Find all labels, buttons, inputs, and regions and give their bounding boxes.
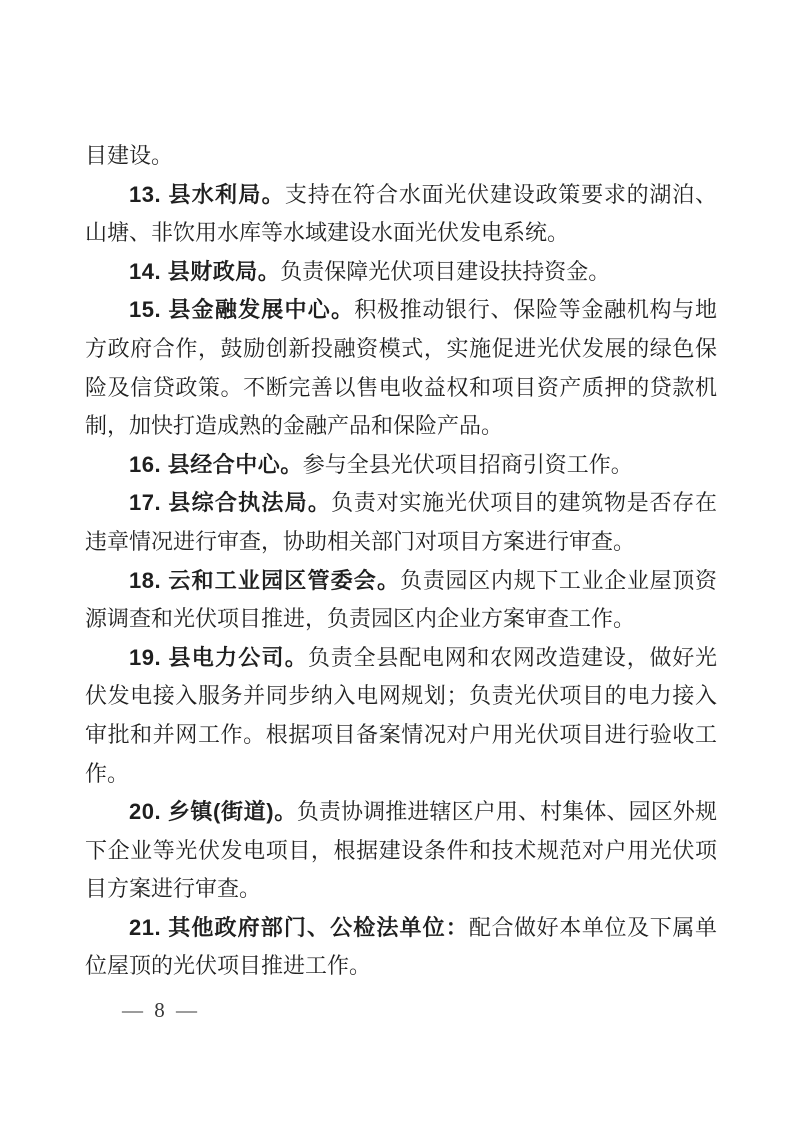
item-14-body: 负责保障光伏项目建设扶持资金。 [280, 258, 611, 284]
item-17-header: 17. 县综合执法局。 [129, 490, 332, 516]
item-18-body: 负责园区内规下工业企业屋顶资源调查和光伏项目推进，负责园区内企业方案审查工作。 [85, 567, 717, 632]
item-14-header: 14. 县财政局。 [129, 258, 281, 284]
item-20-body: 负责协调推进辖区户用、村集体、园区外规下企业等光伏发电项目，根据建设条件和技术规范对户用光伏项目方案进行审查。 [85, 799, 717, 902]
paragraph-item-19 [85, 639, 717, 793]
item-16-header: 16. 县经合中心。 [129, 451, 303, 477]
paragraph-item-20 [85, 793, 717, 909]
paragraph-item-17 [85, 484, 717, 561]
paragraph-item-13 [85, 176, 717, 253]
paragraph-continuation [85, 137, 717, 176]
continuation-text: 目建设。 [85, 143, 174, 168]
item-15-body: 积极推动银行、保险等金融机构与地方政府合作，鼓励创新投融资模式，实施促进光伏发展的绿色保险及信贷政策。不断完善以售电收益权和项目资产质押的贷款机制，加快打造成熟的金融产品和保险产品。 [85, 297, 717, 439]
item-13-body: 支持在符合水面光伏建设政策要求的湖泊、山塘、非饮用水库等水域建设水面光伏发电系统。 [85, 181, 717, 246]
item-19-body: 负责全县配电网和农网改造建设，做好光伏发电接入服务并同步纳入电网规划；负责光伏项目的电力接入审批和并网工作。根据项目备案情况对户用光伏项目进行验收工作。 [85, 644, 717, 786]
item-17-body: 负责对实施光伏项目的建筑物是否存在违章情况进行审查，协助相关部门对项目方案进行审查。 [85, 490, 717, 554]
paragraph-item-18 [85, 562, 717, 639]
paragraph-item-21 [85, 909, 717, 986]
paragraph-item-16 [85, 446, 717, 485]
item-16-body: 参与全县光伏项目招商引资工作。 [302, 451, 633, 477]
item-15-header: 15. 县金融发展中心。 [129, 297, 355, 323]
item-18-header: 18. 云和工业园区管委会。 [129, 567, 401, 593]
item-19-header: 19. 县电力公司。 [129, 644, 309, 670]
item-21-header: 21. 其他政府部门、公检法单位： [129, 914, 469, 940]
paragraph-item-15 [85, 291, 717, 445]
document-body [85, 137, 717, 986]
item-20-header: 20. 乡镇(街道)。 [129, 799, 297, 825]
paragraph-item-14 [85, 253, 717, 292]
item-13-header: 13. 县水利局。 [129, 181, 285, 207]
item-21-body: 配合做好本单位及下属单位屋顶的光伏项目推进工作。 [85, 914, 717, 979]
page-number: — 8 — [122, 998, 200, 1022]
